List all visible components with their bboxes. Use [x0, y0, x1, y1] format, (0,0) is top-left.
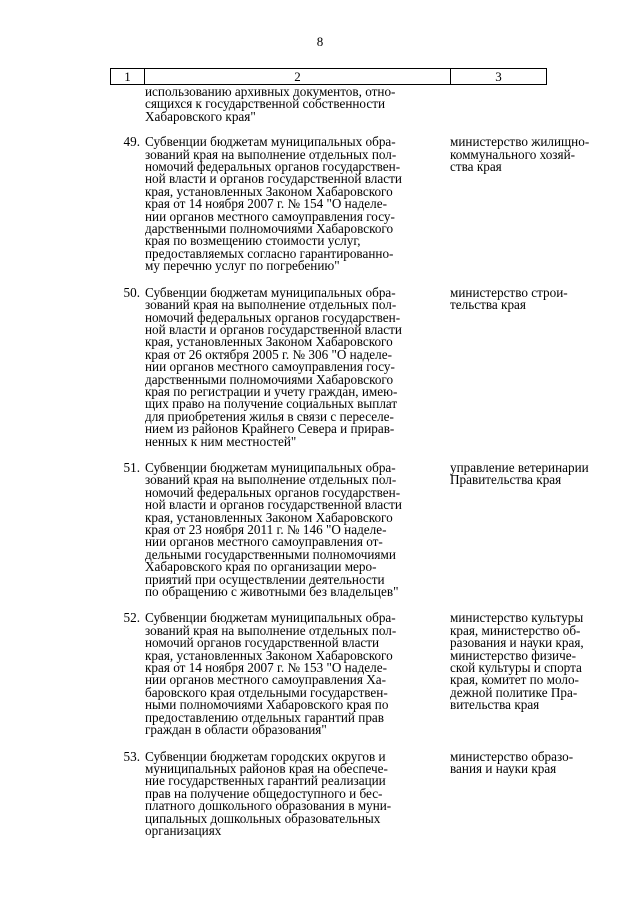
responsible-organization [432, 612, 602, 736]
text-line: ской культуры и спорта [450, 660, 582, 676]
list-item [110, 284, 610, 449]
text-line: тельства края [450, 297, 526, 313]
text-line: министерство строи- [450, 284, 568, 300]
text-line: ципальных дошкольных образовательных [145, 810, 381, 826]
column-header-1: 1 [111, 69, 145, 85]
text-line: Субвенции бюджетам муниципальных обра- [145, 610, 396, 626]
text-line: вания и науки края [450, 760, 557, 776]
item-number: 52. [123, 610, 140, 626]
text-line: зований края на выполнение отдельных пол- [145, 472, 397, 488]
text-line: дельными государственными полномочиями [145, 546, 396, 562]
text-line: номочий федеральных органов государствен- [145, 159, 401, 175]
document-body [110, 86, 610, 851]
item-description [144, 748, 432, 838]
text-line: граждан в области образования" [145, 722, 327, 738]
text-line: Правительства края [450, 472, 562, 488]
text-line: министерство жилищно- [450, 134, 590, 150]
text-line: для приобретения жилья в связи с переселе- [145, 408, 394, 424]
item-description [144, 459, 432, 600]
text-line: Субвенции бюджетам муниципальных обра- [145, 284, 396, 300]
text-line: прав на получение общедоступного и бес- [145, 785, 383, 801]
text-line: использованию архивных документов, отно- [145, 84, 396, 99]
text-line: номочий органов государственной власти [145, 635, 380, 651]
text-line: зований края на выполнение отдельных пол- [145, 622, 397, 638]
text-line: края от 23 ноября 2011 г. № 146 "О наделе- [145, 522, 387, 537]
text-line: края, установленных Законом Хабаровского [145, 334, 393, 350]
text-line: нием из районов Крайнего Севера и прирав- [145, 421, 395, 437]
text-line: предоставлению отдельных гарантий прав [145, 709, 384, 725]
text-line: Субвенции бюджетам муниципальных обра- [145, 134, 396, 150]
text-line: нии органов местного самоуправления госу- [145, 208, 395, 224]
text-line: приятий при осуществлении деятельности [145, 571, 385, 587]
text-line: края по регистрации и учету граждан, имею- [145, 383, 398, 399]
text-line: Субвенции бюджетам городских округов и [145, 748, 386, 764]
text-line: управление ветеринарии [450, 459, 589, 475]
item-number: 50. [123, 284, 140, 300]
text-line: ной власти и органов государственной власти [145, 321, 402, 337]
text-line: нии органов местного самоуправления Ха- [145, 672, 386, 688]
item-description [144, 284, 432, 449]
entries-list [110, 136, 610, 837]
text-line: зований края на выполнение отдельных пол- [145, 297, 397, 313]
column-header-2: 2 [145, 69, 451, 85]
text-line: Хабаровского края" [145, 108, 256, 124]
text-line: края, установленных Законом Хабаровского [145, 509, 393, 525]
column-header-row [111, 69, 547, 85]
text-line: предоставляемых согласно гарантированно- [145, 245, 394, 261]
text-line: ной власти и органов государственной власти [145, 171, 402, 187]
text-line: края от 14 ноября 2007 г. № 154 "О наделе- [145, 196, 387, 212]
text-line: края, комитет по моло- [450, 672, 579, 688]
list-item [110, 136, 610, 272]
text-line: министерство образо- [450, 748, 574, 764]
text-line: зований края на выполнение отдельных пол- [145, 146, 397, 162]
text-line: края от 26 октября 2005 г. № 306 "О наделе- [145, 346, 392, 362]
text-line: Субвенции бюджетам муниципальных обра- [145, 459, 396, 475]
text-line: края по возмещению стоимости услуг, [145, 233, 361, 249]
text-line: дежной политике Пра- [450, 684, 578, 700]
text-line: номочий федеральных органов государствен- [145, 484, 401, 500]
text-line: министерство физиче- [450, 647, 576, 663]
responsible-organization [432, 136, 602, 272]
item-description [144, 612, 432, 736]
list-item [110, 612, 610, 736]
text-line: дарственными полномочиями Хабаровского [145, 221, 394, 237]
text-line: муниципальных районов края на обеспече- [145, 760, 388, 776]
responsible-organization [432, 748, 602, 838]
responsible-organization [432, 284, 602, 448]
text-line: платного дошкольного образования в муни- [145, 798, 392, 814]
text-line: ства края [450, 159, 502, 175]
text-line: дарственными полномочиями Хабаровского [145, 371, 394, 387]
text-line: щих право на получение социальных выплат [145, 396, 398, 412]
text-line: сящихся к государственной собственности [145, 96, 386, 112]
text-line: нии органов местного самоуправления госу- [145, 359, 395, 375]
text-line: баровского края отдельными государствен- [145, 684, 388, 700]
list-item [110, 459, 610, 600]
text-line: нии органов местного самоуправления от- [145, 534, 383, 550]
text-line: му перечню услуг по погребению" [145, 258, 340, 274]
text-line: коммунального хозяй- [450, 146, 576, 162]
item-number: 49. [123, 134, 140, 150]
text-line: края, установленных Законом Хабаровского [145, 647, 393, 663]
column-header-table [110, 68, 547, 85]
item-description [144, 136, 432, 272]
column-header-3: 3 [451, 69, 547, 85]
text-line: Хабаровского края по организации меро- [145, 559, 377, 575]
text-line: ние государственных гарантий реализации [145, 773, 386, 789]
text-line: организациях [145, 822, 222, 838]
text-line: вительства края [450, 697, 540, 713]
list-item [110, 748, 610, 838]
text-line: края от 14 ноября 2007 г. № 153 "О наделе- [145, 660, 387, 676]
text-line: ными полномочиями Хабаровского края по [145, 697, 389, 713]
text-line: по обращению с животными без владельцев" [145, 584, 399, 600]
text-line: ненных к ним местностей" [145, 433, 297, 449]
text-line: разования и науки края, [450, 635, 584, 651]
text-line: ной власти и органов государственной власти [145, 497, 402, 513]
text-line: министерство культуры [450, 610, 584, 626]
page-number: 8 [316, 34, 324, 49]
text-line: края, установленных Законом Хабаровского [145, 183, 393, 199]
text-line: номочий федеральных органов государствен- [145, 309, 401, 325]
responsible-organization [432, 459, 602, 598]
item-number: 53. [123, 748, 140, 764]
text-line: края, министерство об- [450, 622, 581, 638]
item-number: 51. [123, 459, 140, 475]
continuation-block [110, 86, 610, 123]
continuation-text [144, 86, 432, 123]
